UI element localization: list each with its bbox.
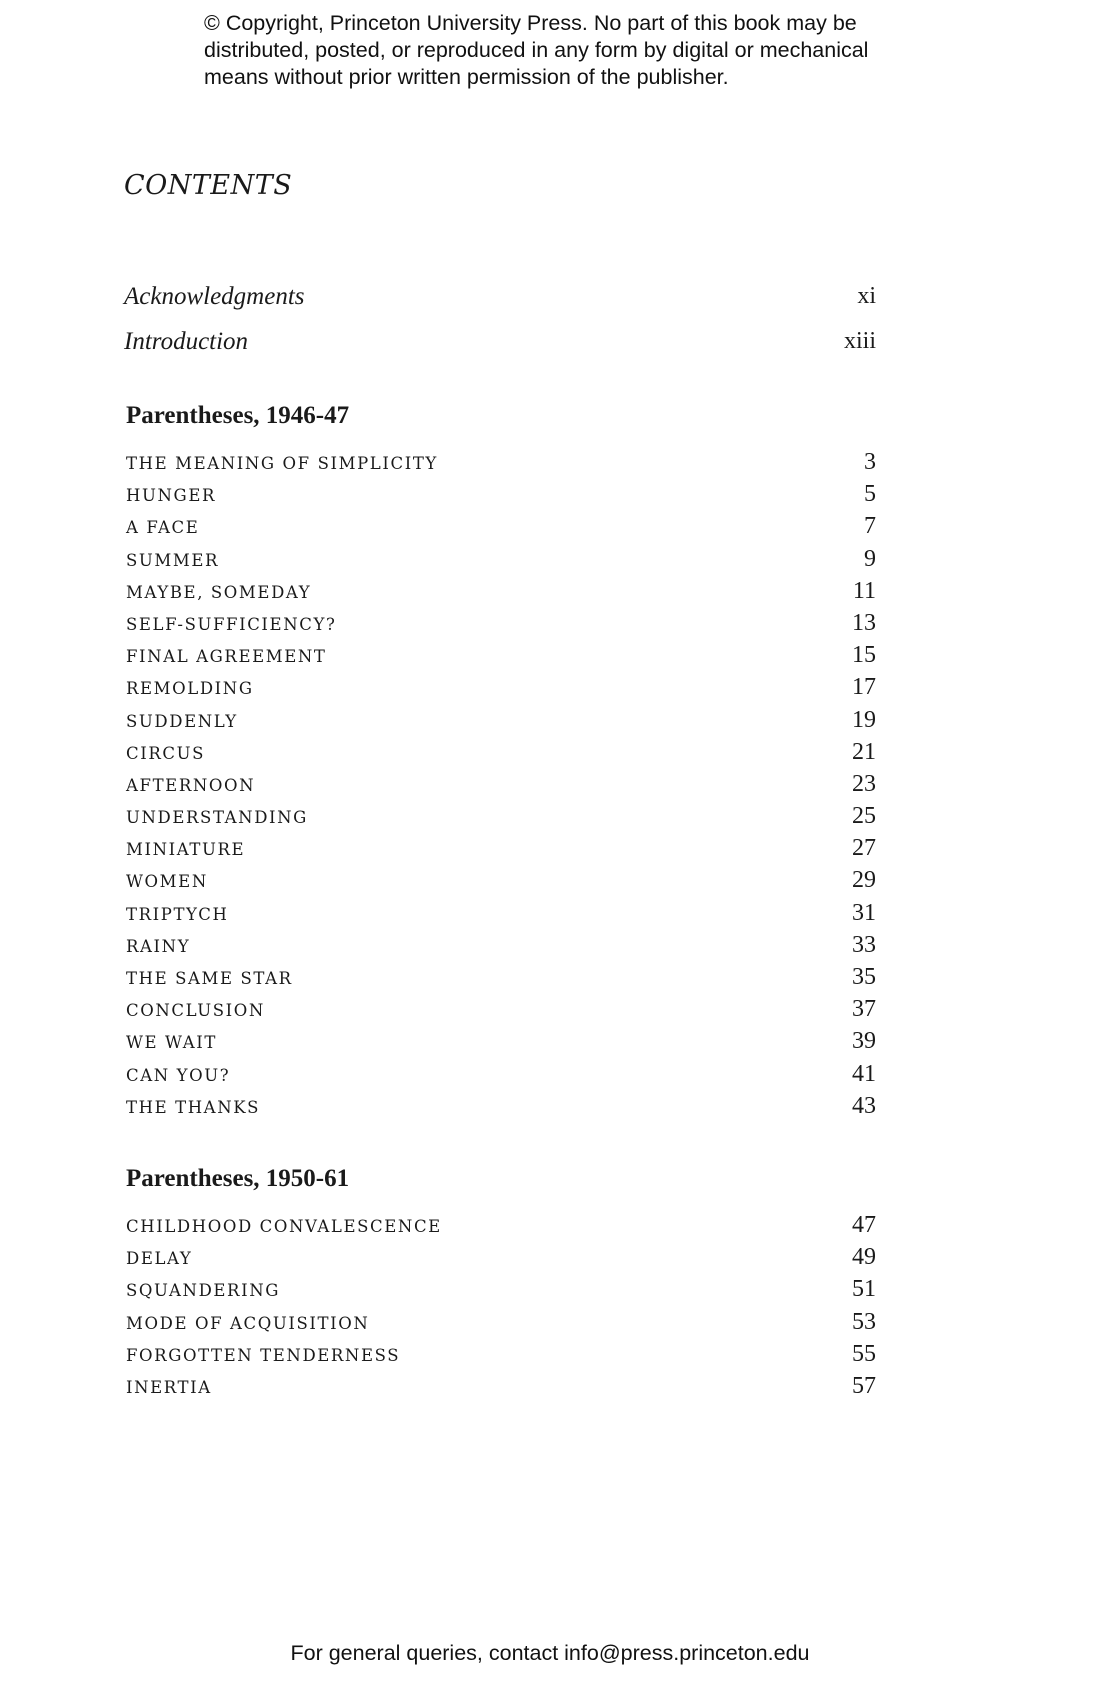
entry-title: HUNGER [126, 486, 216, 506]
toc-entry [126, 1340, 876, 1377]
toc-entry [126, 867, 876, 903]
entry-page-number: 35 [852, 964, 876, 990]
toc-entry [126, 674, 876, 710]
toc-entry [126, 899, 876, 936]
section-entries-1950-61 [126, 1212, 876, 1409]
toc-entry [126, 803, 876, 839]
entry-title: UNDERSTANDING [126, 808, 308, 828]
entry-title: SUMMER [126, 550, 220, 570]
toc-entry [126, 642, 876, 678]
entry-page-number: 39 [852, 1028, 876, 1055]
entry-title: MAYBE, SOMEDAY [126, 582, 312, 602]
toc-entry [126, 738, 876, 775]
toc-entry [126, 1092, 876, 1129]
toc-entry [126, 609, 876, 646]
toc-entry [126, 1372, 876, 1409]
entry-page-number: 37 [852, 996, 876, 1023]
toc-entry [126, 1028, 876, 1064]
entry-title: THE THANKS [126, 1097, 261, 1117]
entry-page-number: 41 [852, 1060, 876, 1087]
copyright-notice: © Copyright, Princeton University Press. No part of this book may be distributed, posted, or reproduced in any form by digital or mechanical means without prior written permission of the publisher. [204, 11, 869, 89]
entry-title: CONCLUSION [126, 1001, 265, 1021]
front-matter-entry-acknowledgments [124, 283, 876, 311]
page-title: CONTENTS [124, 170, 293, 201]
entry-page-number: 55 [852, 1340, 876, 1367]
entry-page-number: 49 [852, 1244, 876, 1271]
entry-title: WOMEN [126, 872, 208, 892]
entry-page-number: 23 [852, 770, 876, 797]
toc-entry [126, 513, 876, 549]
entry-page-number: 47 [852, 1212, 876, 1238]
entry-title: AFTERNOON [126, 775, 256, 795]
toc-entry [126, 835, 876, 871]
entry-title: FORGOTTEN TENDERNESS [126, 1345, 401, 1365]
section-entries-1946-47 [126, 449, 876, 1129]
entry-title: THE MEANING OF SIMPLICITY [126, 454, 438, 473]
section-heading-1950-61: Parentheses, 1950-61 [126, 1165, 350, 1192]
entry-page-number: 3 [864, 449, 876, 475]
toc-entry [126, 1244, 876, 1280]
entry-page-number: 9 [864, 545, 876, 572]
entry-title: INERTIA [126, 1377, 212, 1397]
toc-entry [126, 545, 876, 582]
entry-title: REMOLDING [126, 679, 254, 699]
entry-page-number: 53 [852, 1308, 876, 1335]
entry-title: MODE OF ACQUISITION [126, 1313, 370, 1333]
toc-entry [126, 996, 876, 1032]
entry-page-number: 43 [852, 1092, 876, 1119]
entry-title: SUDDENLY [126, 711, 238, 731]
entry-page-number: 13 [852, 609, 876, 636]
toc-entry [126, 931, 876, 968]
entry-title: SQUANDERING [126, 1281, 281, 1301]
entry-page-number: 51 [852, 1276, 876, 1303]
toc-entry [126, 964, 876, 1000]
toc-entry [126, 577, 876, 614]
entry-page-number: 17 [852, 674, 876, 701]
toc-entry [126, 706, 876, 743]
entry-title: FINAL AGREEMENT [126, 647, 327, 667]
footer-contact: For general queries, contact info@press.princeton.edu [290, 1641, 810, 1665]
entry-title: MINIATURE [126, 840, 246, 860]
entry-page-number: 7 [864, 513, 876, 540]
entry-title: Introduction [124, 328, 249, 355]
entry-page-number: 31 [852, 899, 876, 926]
toc-entry [126, 1276, 876, 1312]
entry-page-number: 19 [852, 706, 876, 733]
entry-page-number: 21 [852, 738, 876, 765]
toc-entry [126, 481, 876, 517]
entry-page-number: 5 [864, 481, 876, 508]
entry-page-number: xiii [843, 328, 876, 354]
entry-page-number: 33 [852, 931, 876, 958]
toc-entry [126, 1308, 876, 1345]
entry-page-number: xi [857, 283, 876, 309]
entry-title: RAINY [126, 936, 191, 956]
toc-entry [126, 1212, 876, 1248]
entry-title: DELAY [126, 1249, 193, 1269]
toc-entry [126, 770, 876, 807]
toc-entry [126, 449, 876, 485]
front-matter-entry-introduction [124, 328, 876, 356]
toc-entry [126, 1060, 876, 1097]
section-heading-1946-47: Parentheses, 1946-47 [126, 402, 350, 429]
entry-title: CAN YOU? [126, 1065, 231, 1085]
entry-page-number: 11 [852, 577, 876, 604]
entry-title: CHILDHOOD CONVALESCENCE [126, 1217, 442, 1236]
entry-title: WE WAIT [126, 1033, 218, 1053]
entry-title: Acknowledgments [124, 283, 305, 310]
entry-title: CIRCUS [126, 743, 205, 763]
entry-page-number: 15 [852, 642, 876, 669]
entry-page-number: 29 [852, 867, 876, 894]
entry-page-number: 27 [852, 835, 876, 862]
entry-title: TRIPTYCH [126, 904, 229, 924]
entry-page-number: 25 [852, 803, 876, 830]
entry-page-number: 57 [852, 1372, 876, 1399]
entry-title: SELF-SUFFICIENCY? [126, 614, 337, 634]
entry-title: THE SAME STAR [126, 969, 293, 988]
entry-title: A FACE [126, 518, 200, 538]
